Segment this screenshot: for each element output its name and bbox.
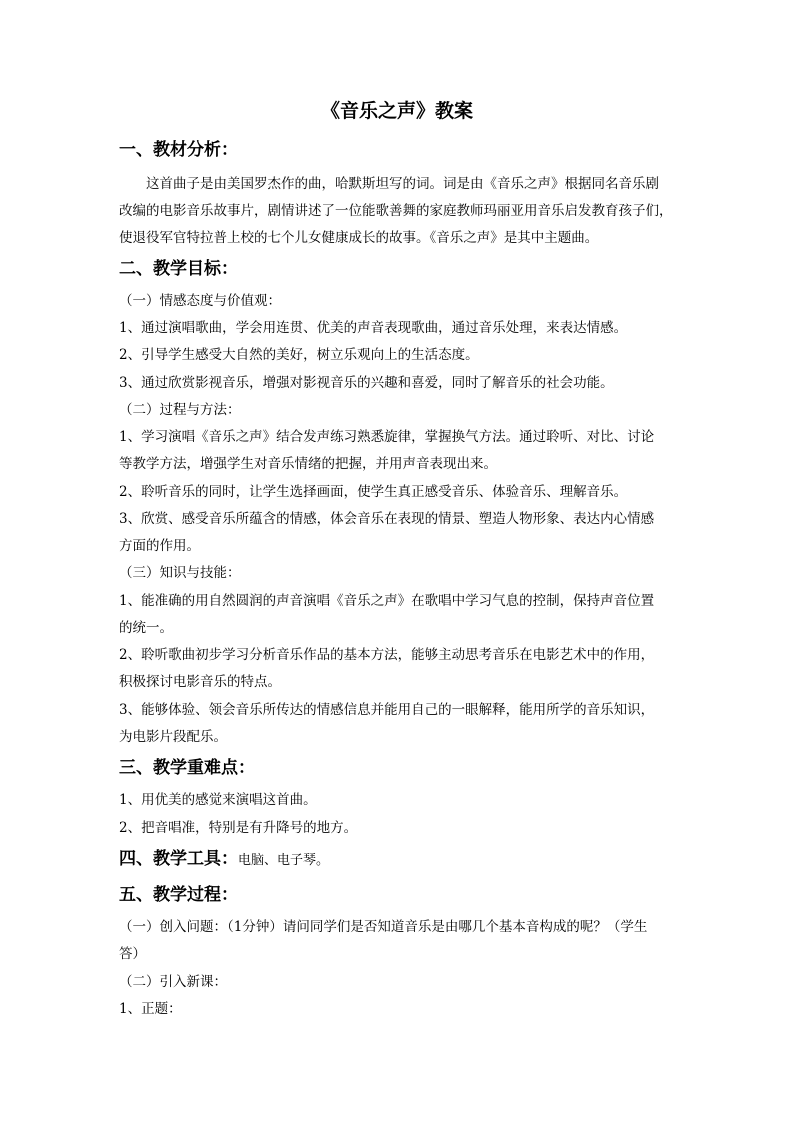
section-heading-process: 五、教学过程： [119,885,238,905]
list-item: 2、聆听音乐的同时，让学生选择画面，使学生真正感受音乐、体验音乐、理解音乐。 [119,484,628,500]
list-item: （一）创入问题：（1分钟）请问同学们是否知道音乐是由哪几个基本音构成的呢？（学生 [119,919,648,935]
paragraph-line: 改编的电影音乐故事片，剧情讲述了一位能歌善舞的家庭教师玛丽亚用音乐启发教育孩子们， [119,203,673,219]
paragraph-line: 这首曲子是由美国罗杰作的曲，哈默斯坦写的词。词是由《音乐之声》根据同名音乐剧 [146,176,659,192]
tools-heading-label: 四、教学工具： [119,849,238,869]
paragraph-line: 使退役军官特拉普上校的七个儿女健康成长的故事。《音乐之声》是其中主题曲。 [119,230,599,246]
list-item-continued: 答） [119,946,146,962]
list-item-continued: 为电影片段配乐。 [119,729,227,745]
list-item: 1、通过演唱歌曲，学会用连贯、优美的声音表现歌曲，通过音乐处理，来表达情感。 [119,320,628,336]
list-item: 3、能够体验、领会音乐所传达的情感信息并能用自己的一眼解释，能用所学的音乐知识， [119,702,655,718]
list-item: 2、引导学生感受大自然的美好，树立乐观向上的生活态度。 [119,347,479,363]
list-item: 3、欣赏、感受音乐所蕴含的情感，体会音乐在表现的情景、塑造人物形象、表达内心情感 [119,511,655,527]
subheading-new-lesson: （二）引入新课： [119,974,227,990]
list-item: 1、用优美的感觉来演唱这首曲。 [119,792,317,808]
section-heading-key-points: 三、教学重难点： [119,758,255,778]
list-item: 2、聆听歌曲初步学习分析音乐作品的基本方法，能够主动思考音乐在电影艺术中的作用， [119,647,655,663]
section-heading-tools [119,846,329,874]
tools-list: 电脑、电子琴。 [238,853,330,868]
subheading-process: （二）过程与方法： [119,402,241,418]
list-item-continued: 等教学方法，增强学生对音乐情绪的把握，并用声音表现出来。 [119,456,497,472]
list-item-continued: 的统一。 [119,620,173,636]
section-heading-analysis: 一、教材分析： [119,140,238,160]
list-item: 2、把音唱准，特别是有升降号的地方。 [119,820,358,836]
list-item: 3、通过欣赏影视音乐，增强对影视音乐的兴趣和喜爱，同时了解音乐的社会功能。 [119,375,614,391]
list-item-continued: 方面的作用。 [119,538,200,554]
document-title: 《音乐之声》教案 [320,100,473,122]
list-item: 1、正题： [119,1001,182,1017]
section-heading-goals: 二、教学目标： [119,259,238,279]
list-item-continued: 积极探讨电影音乐的特点。 [119,674,281,690]
subheading-skills: （三）知识与技能： [119,565,241,581]
list-item: 1、能准确的用自然圆润的声音演唱《音乐之声》在歌唱中学习气息的控制，保持声音位置 [119,593,655,609]
subheading-emotion: （一）情感态度与价值观： [119,293,281,309]
list-item: 1、学习演唱《音乐之声》结合发声练习熟悉旋律，掌握换气方法。通过聆听、对比、讨论 [119,429,655,445]
